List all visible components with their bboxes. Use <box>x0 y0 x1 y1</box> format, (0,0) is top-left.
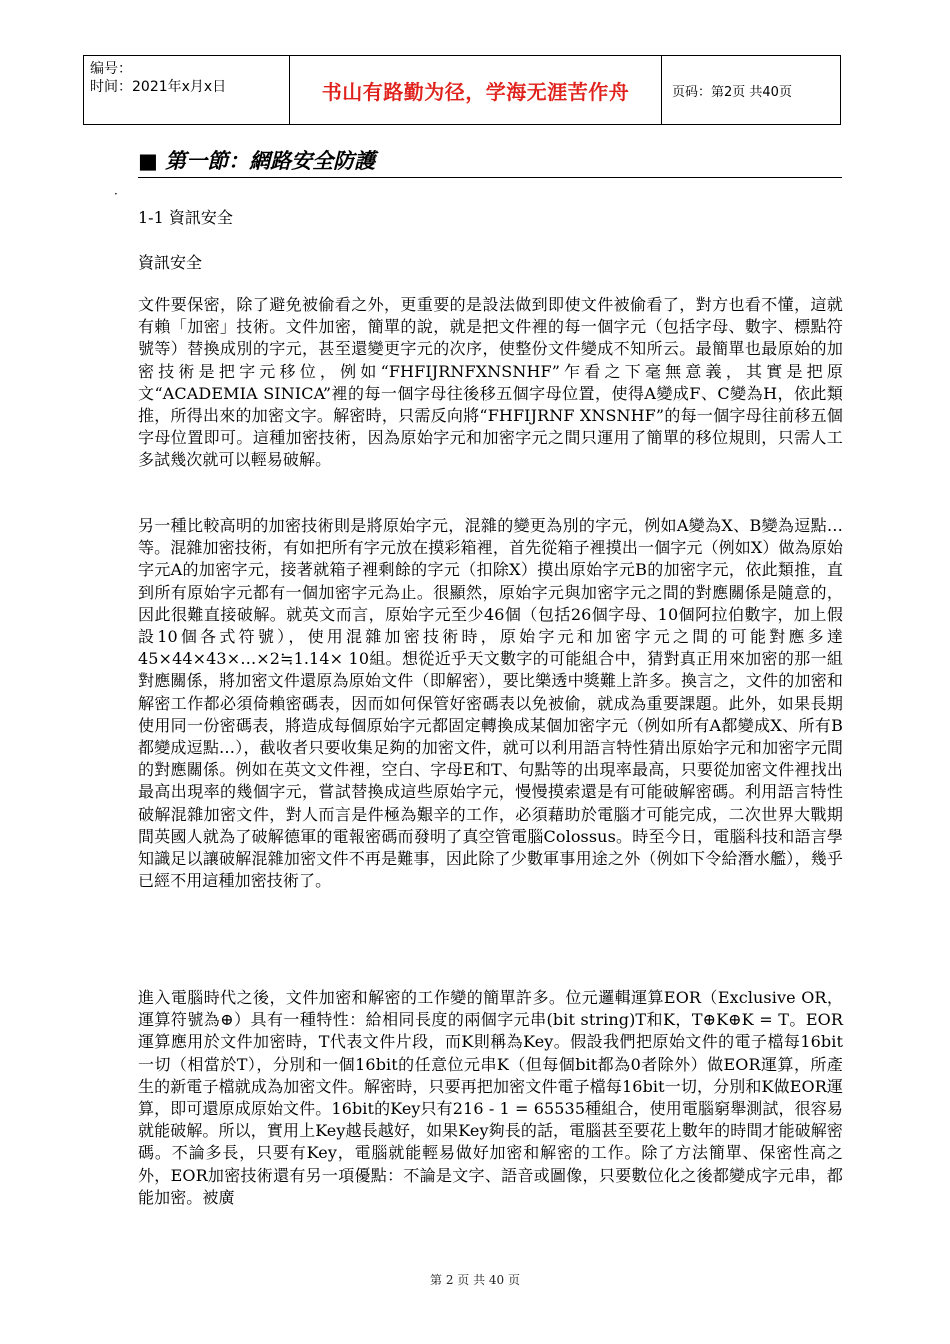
bullet-dot: · <box>114 187 118 201</box>
page-footer: 第 2 页 共 40 页 <box>430 1273 520 1287</box>
header-page-info: 页码：第2页 共40页 <box>662 56 841 125</box>
subheading: 1-1 資訊安全 <box>138 208 233 227</box>
section-title: ■ 第一節：網路安全防護 <box>138 149 376 173</box>
time-label: 时间：2021年x月x日 <box>90 79 227 95</box>
document-header <box>83 55 841 125</box>
heading-2: 資訊安全 <box>138 253 203 272</box>
header-meta-cell <box>84 56 290 125</box>
code-label: 编号： <box>90 61 132 77</box>
paragraph-2: 另一種比較高明的加密技術則是將原始字元，混雜的變更為別的字元，例如A變為X、B變為逗點…等。混雜加密技術，有如把所有字元放在摸彩箱裡，首先從箱子裡摸出一個字元（例如X）做為原始字元A的加密字元，接著就箱子裡剩餘的字元（扣除X）摸出原始字元B的加密字元，依此類推，直到所有原始字元都有一個加密字元為止。很顯然，原始字元與加密字元之間的對應關係是隨意的，因此很難直接破解。就英文而言，原始字元至少46個（包括26個字母、10個阿拉伯數字，加上假設10個各式符號），使用混雜加密技術時，原始字元和加密字元之間的可能對應多達45×44×43×…×2≒1.14× 10組。想從近乎天文數字的可能組合中，猜對真正用來加密的那一組對應關係，將加密文件還原為原始文件（即解密），要比樂透中獎難上許多。換言之，文件的加密和解密工作都必須倚賴密碼表，因而如何保管好密碼表以免被偷，就成為重要課題。此外，如果長期使用同一份密碼表，將造成每個原始字元都固定轉換成某個加密字元（例如所有A都變成X、所有B都變成逗點…），截收者只要收集足夠的加密文件，就可以利用語言特性猜出原始字元和加密字元間的對應關係。例如在英文文件裡，空白、字母E和T、句點等的出現率最高，只要從加密文件裡找出最高出現率的幾個字元，嘗試替換成這些原始字元，慢慢摸索還是有可能破解密碼。利用語言特性破解混雜加密文件，對人而言是件極為艱辛的工作，必須藉助於電腦才可能完成，二次世界大戰期間英國人就為了破解德軍的電報密碼而發明了真空管電腦Colossus。時至今日，電腦科技和語言學知識足以讓破解混雜加密文件不再是難事，因此除了少數軍事用途之外（例如下令給潛水艦），幾乎已經不用這種加密技術了。 <box>138 516 843 891</box>
paragraph-1: 文件要保密，除了避免被偷看之外，更重要的是設法做到即使文件被偷看了，對方也看不懂，這就有賴「加密」技術。文件加密，簡單的說，就是把文件裡的每一個字元（包括字母、數字、標點符號等）替換成別的字元，甚至還變更字元的次序，使整份文件變成不知所云。最簡單也最原始的加密技術是把字元移位，例如“FHFIJRNFXNSNHF”乍看之下毫無意義，其實是把原文“ACADEMIA SINICA”裡的每一個字母往後移五個字母位置，使得A變成F、C變為H，依此類推，所得出來的加密文字。解密時，只需反向將“FHFIJRNF XNSNHF”的每一個字母往前移五個字母位置即可。這種加密技術，因為原始字元和加密字元之間只運用了簡單的移位規則，只需人工多試幾次就可以輕易破解。 <box>138 295 843 470</box>
paragraph-3: 進入電腦時代之後，文件加密和解密的工作變的簡單許多。位元邏輯運算EOR（Exclusive OR，運算符號為⊕）具有一種特性：給相同長度的兩個字元串(bit string)T和K，T⊕K⊕K = T。EOR運算應用於文件加密時，T代表文件片段，而K則稱為Key。假設我們把原始文件的電子檔每16bit一切（相當於T），分別和一個16bit的任意位元串K（但每個bit都為0者除外）做EOR運算，所產生的新電子檔就成為加密文件。解密時，只要再把加密文件電子檔每16bit一切，分別和K做EOR運算，即可還原成原始文件。16bit的Key只有216 - 1 = 65535種組合，使用電腦窮舉測試，很容易就能破解。所以，實用上Key越長越好，如果Key夠長的話，電腦甚至要花上數年的時間才能破解密碼。不論多長，只要有Key，電腦就能輕易做好加密和解密的工作。除了方法簡單、保密性高之外，EOR加密技術還有另一項優點：不論是文字、語音或圖像，只要數位化之後都變成字元串，都能加密。被廣 <box>138 988 843 1207</box>
header-motto: 书山有路勤为径，学海无涯苦作舟 <box>290 56 662 125</box>
section-divider <box>138 177 842 178</box>
